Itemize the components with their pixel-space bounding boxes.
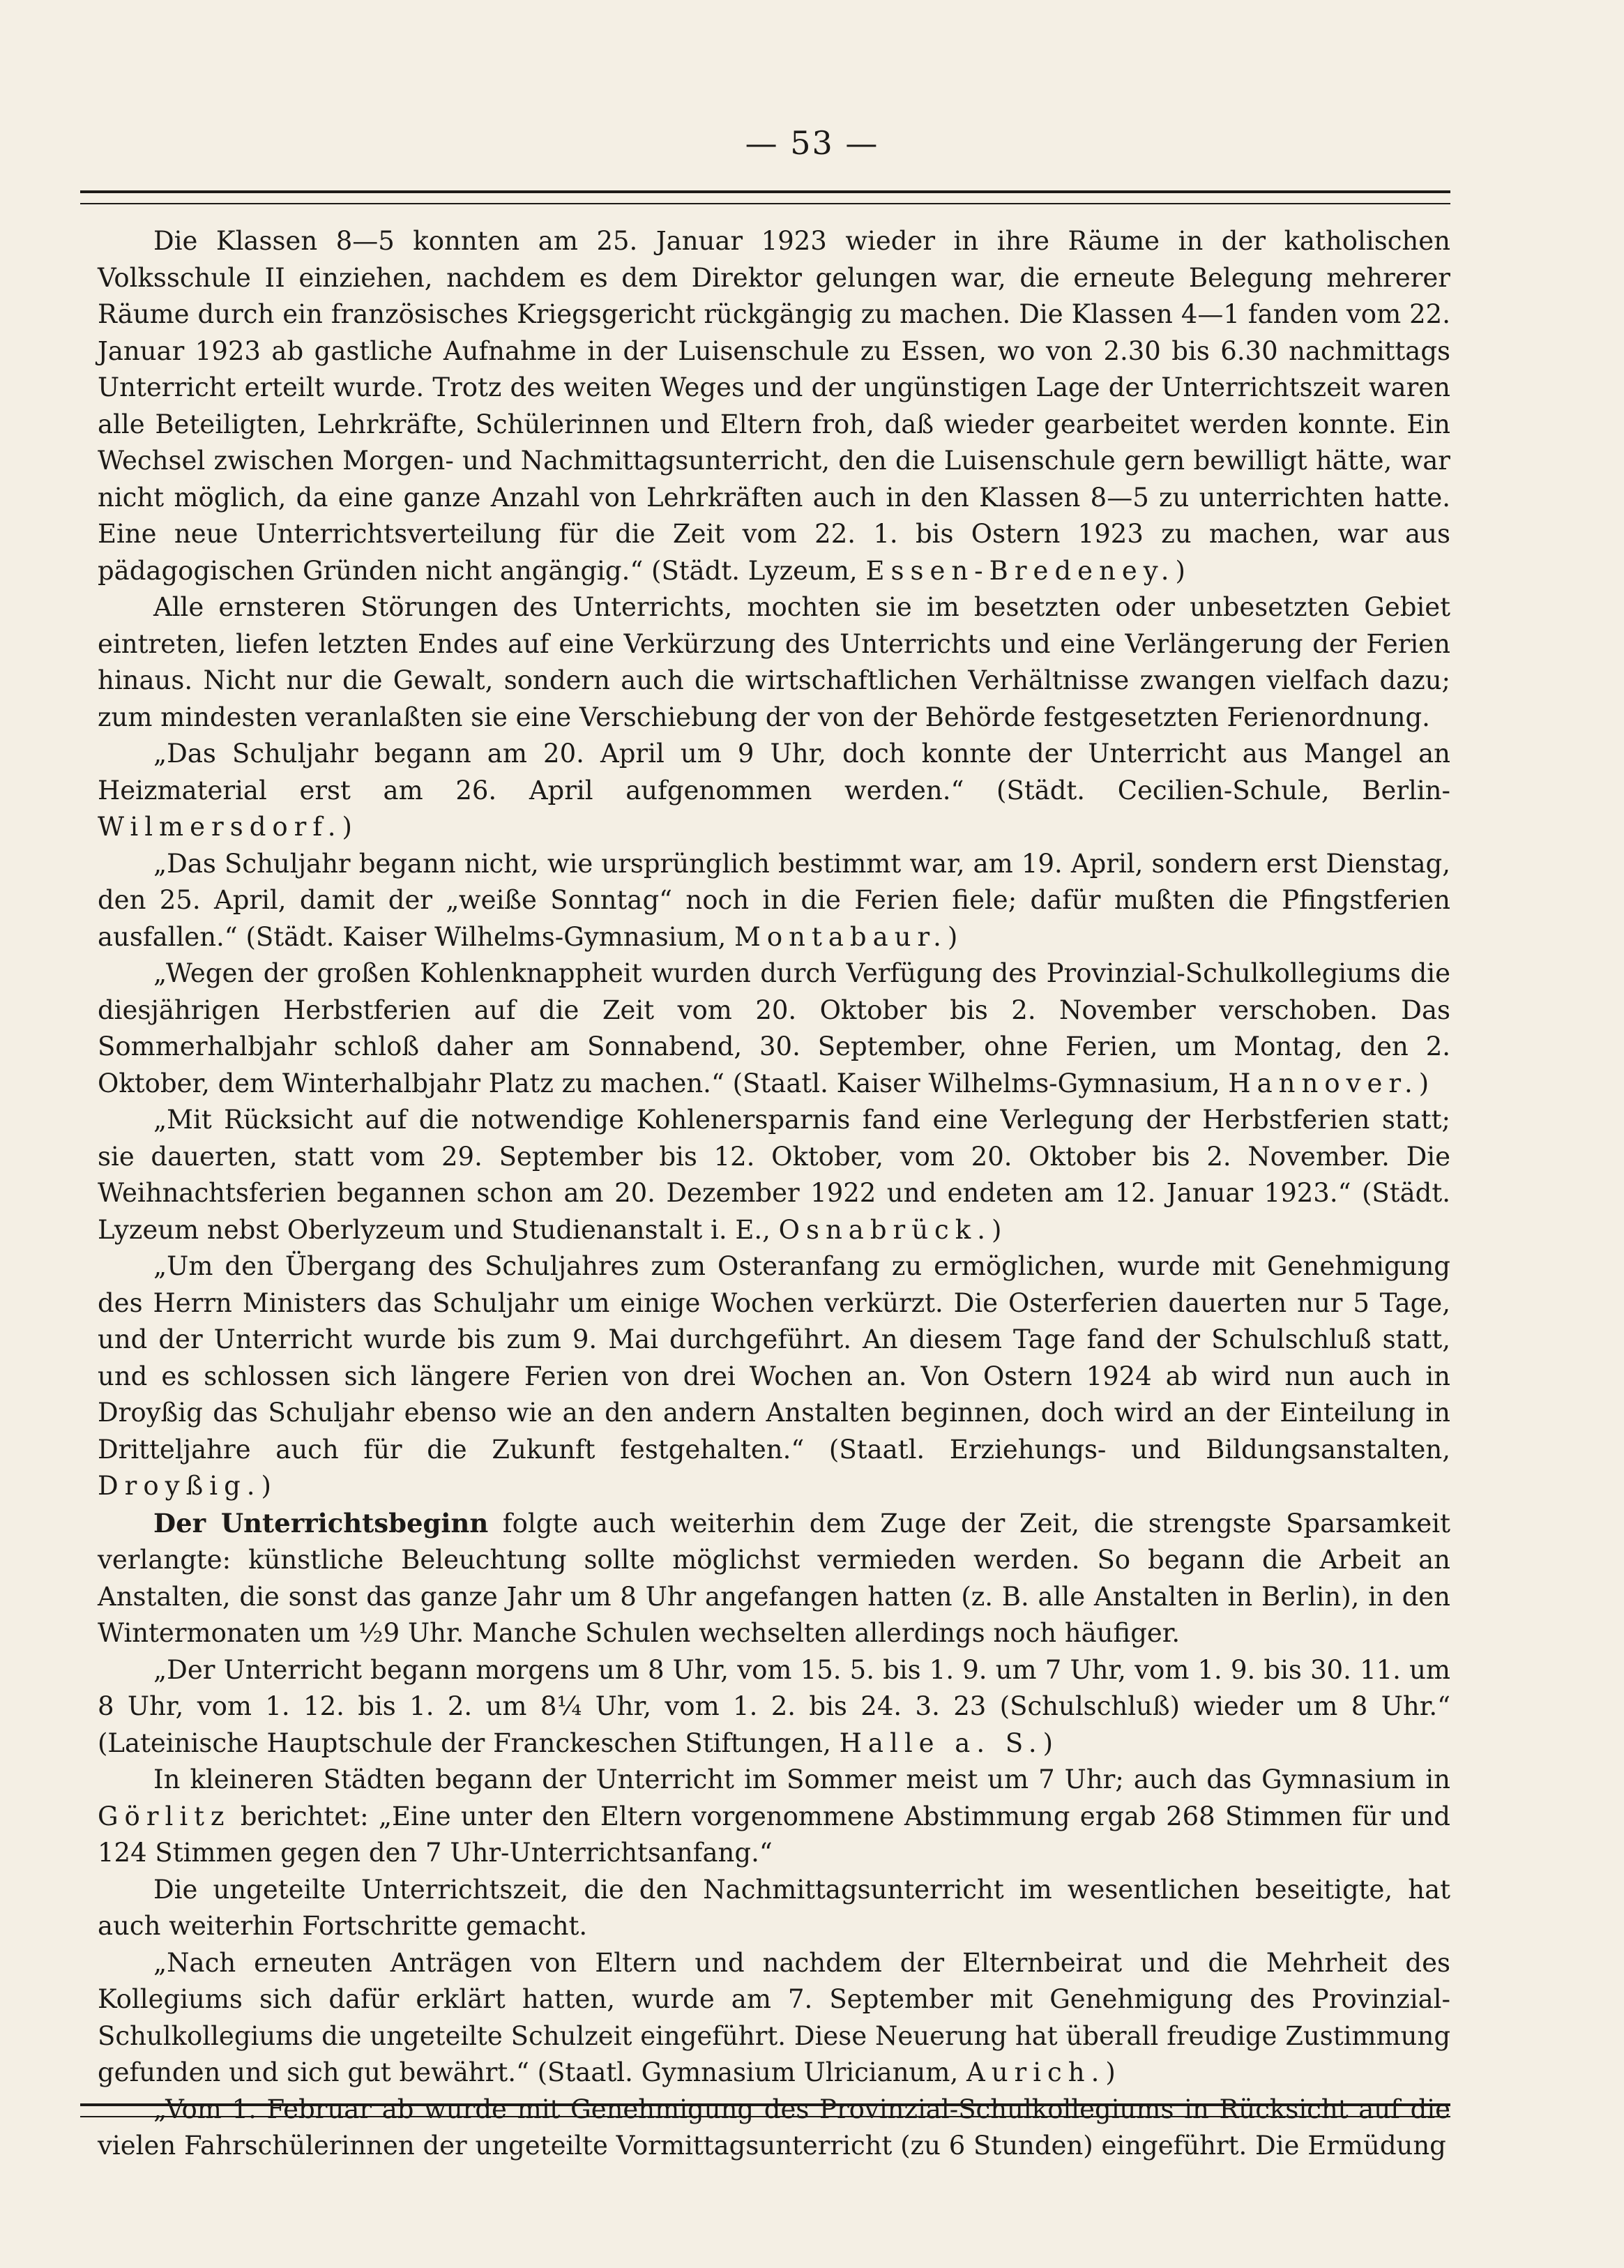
- source-place: Wilmersdorf.): [98, 812, 358, 842]
- paragraph-3: „Das Schuljahr begann am 20. April um 9 Uhr, doch konnte der Unterricht aus Mangel an Heizmaterial erst am 26. April aufgenommen werden.“ (Städt. Cecilien-Schule, Berlin-Wilmersdorf.): [98, 739, 1450, 842]
- section-lead: Der Unterrichtsbeginn: [153, 1507, 489, 1539]
- header-double-rule: [80, 190, 1450, 204]
- source-place: Halle a. S.): [839, 1728, 1060, 1758]
- body-text: [98, 223, 1450, 2161]
- paragraph-9: „Der Unterricht begann morgens um 8 Uhr, vom 15. 5. bis 1. 9. um 7 Uhr, vom 1. 9. bis 30. 11. um 8 Uhr, vom 1. 12. bis 1. 2. um 8¼ Uhr, vom 1. 2. bis 24. 3. 23 (Schulschluß) wieder um 8 Uhr.“ (Lateinische Hauptschule der Franckeschen Stiftungen, Halle a. S.): [98, 1654, 1450, 1758]
- source-place: Droyßig.): [98, 1471, 278, 1501]
- paragraph-6: „Mit Rücksicht auf die notwendige Kohlenersparnis fand eine Verlegung der Herbstferien statt; sie dauerten, statt vom 29. September bis 12. Oktober, vom 20. Oktober bis 2. November. Die Weihnachtsferien begannen schon am 20. Dezember 1922 und endeten am 12. Januar 1923.“ (Städt. Lyzeum nebst Oberlyzeum und Studienanstalt i. E., Osnabrück.): [98, 1105, 1450, 1245]
- paragraph-11: Die ungeteilte Unterrichtszeit, die den Nachmittagsunterricht im wesentlichen beseitigte, hat auch weiterhin Fortschritte gemacht.: [98, 1874, 1450, 1941]
- paragraph-13: „Vom 1. Februar ab wurde mit Genehmigung des Provinzial-Schulkollegiums in Rücksicht auf die vielen Fahrschülerinnen der ungeteilte Vormittagsunterricht (zu 6 Stunden) eingeführt. Die Ermüdung: [98, 2094, 1450, 2161]
- source-place: Montabaur.): [734, 921, 964, 952]
- paragraph-12: „Nach erneuten Anträgen von Eltern und nachdem der Elternbeirat und die Mehrheit des Kollegiums sich dafür erklärt hatten, wurde am 7. September mit Genehmigung des Provinzial-Schulkollegiums die ungeteilte Schulzeit eingeführt. Diese Neuerung hat überall freudige Zustimmung gefunden und sich gut bewährt.“ (Staatl. Gymnasium Ulricianum, Aurich.): [98, 1947, 1450, 2087]
- page-number: — 53 —: [745, 124, 879, 162]
- source-place: Essen-Bredeney.): [865, 555, 1192, 586]
- source-place: Hannover.): [1228, 1068, 1436, 1098]
- paragraph-5: „Wegen der großen Kohlenknappheit wurden durch Verfügung des Provinzial-Schulkollegiums die diesjährigen Herbstferien auf die Zeit vom 20. Oktober bis 2. November verschoben. Das Sommerhalbjahr schloß daher am Sonnabend, 30. September, ohne Ferien, um Montag, den 2. Oktober, dem Winterhalbjahr Platz zu machen.“ (Staatl. Kaiser Wilhelms-Gymnasium, Hannover.): [98, 958, 1450, 1098]
- paragraph-8: Der Unterrichtsbeginn folgte auch weiterhin dem Zuge der Zeit, die strengste Sparsamkeit verlangte: künstliche Beleuchtung sollte möglichst vermieden werden. So begann die Arbeit an Anstalten, die sonst das ganze Jahr um 8 Uhr angefangen hatten (z. B. alle Anstalten in Berlin), in den Wintermonaten um ½9 Uhr. Manche Schulen wechselten allerdings noch häufiger.: [98, 1507, 1450, 1648]
- footer-double-rule: [80, 2103, 1450, 2117]
- paragraph-7: „Um den Übergang des Schuljahres zum Osteranfang zu ermöglichen, wurde mit Genehmigung des Herrn Ministers das Schuljahr um einige Wochen verkürzt. Die Osterferien dauerten nur 5 Tage, und der Unterricht wurde bis zum 9. Mai durchgeführt. An diesem Tage fand der Schulschluß statt, und es schlossen sich längere Ferien von drei Wochen an. Von Ostern 1924 ab wird nun auch in Droyßig das Schuljahr ebenso wie an den andern Anstalten beginnen, doch wird an der Einteilung in Dritteljahre auch für die Zukunft festgehalten.“ (Staatl. Erziehungs- und Bildungsanstalten, Droyßig.): [98, 1251, 1450, 1501]
- paragraph-2: Alle ernsteren Störungen des Unterrichts, mochten sie im besetzten oder unbesetzten Gebiet eintreten, liefen letzten Endes auf eine Verkürzung des Unterrichts und eine Verlängerung der Ferien hinaus. Nicht nur die Gewalt, sondern auch die wirtschaftlichen Verhältnisse zwangen vielfach dazu; zum mindesten veranlaßten sie eine Verschiebung der von der Behörde festgesetzten Ferienordnung.: [98, 592, 1450, 732]
- paragraph-4: „Das Schuljahr begann nicht, wie ursprünglich bestimmt war, am 19. April, sondern erst Dienstag, den 25. April, damit der „weiße Sonntag“ noch in die Ferien fiele; dafür mußten die Pfingstferien ausfallen.“ (Städt. Kaiser Wilhelms-Gymnasium, Montabaur.): [98, 848, 1450, 952]
- source-place: Aurich.): [966, 2057, 1122, 2087]
- source-place: Osnabrück.): [778, 1214, 1008, 1245]
- source-place: Görlitz: [98, 1801, 231, 1831]
- paragraph-10: In kleineren Städten begann der Unterricht im Sommer meist um 7 Uhr; auch das Gymnasium in Görlitz berichtet: „Eine unter den Eltern vorgenommene Abstimmung ergab 268 Stimmen für und 124 Stimmen gegen den 7 Uhr-Unterrichtsanfang.“: [98, 1764, 1450, 1868]
- paragraph-1: Die Klassen 8—5 konnten am 25. Januar 1923 wieder in ihre Räume in der katholischen Volksschule II einziehen, nachdem es dem Direktor gelungen war, die erneute Belegung mehrerer Räume durch ein französisches Kriegsgericht rückgängig zu machen. Die Klassen 4—1 fanden vom 22. Januar 1923 ab gastliche Aufnahme in der Luisenschule zu Essen, wo von 2.30 bis 6.30 nachmittags Unterricht erteilt wurde. Trotz des weiten Weges und der ungünstigen Lage der Unterrichtszeit waren alle Beteiligten, Lehrkräfte, Schülerinnen und Eltern froh, daß wieder gearbeitet werden konnte. Ein Wechsel zwischen Morgen- und Nachmittagsunterricht, den die Luisenschule gern bewilligt hätte, war nicht möglich, da eine ganze Anzahl von Lehrkräften auch in den Klassen 8—5 zu unterrichten hatte. Eine neue Unterrichtsverteilung für die Zeit vom 22. 1. bis Ostern 1923 zu machen, war aus pädagogischen Gründen nicht angängig.“ (Städt. Lyzeum, Essen-Bredeney.): [98, 226, 1450, 586]
